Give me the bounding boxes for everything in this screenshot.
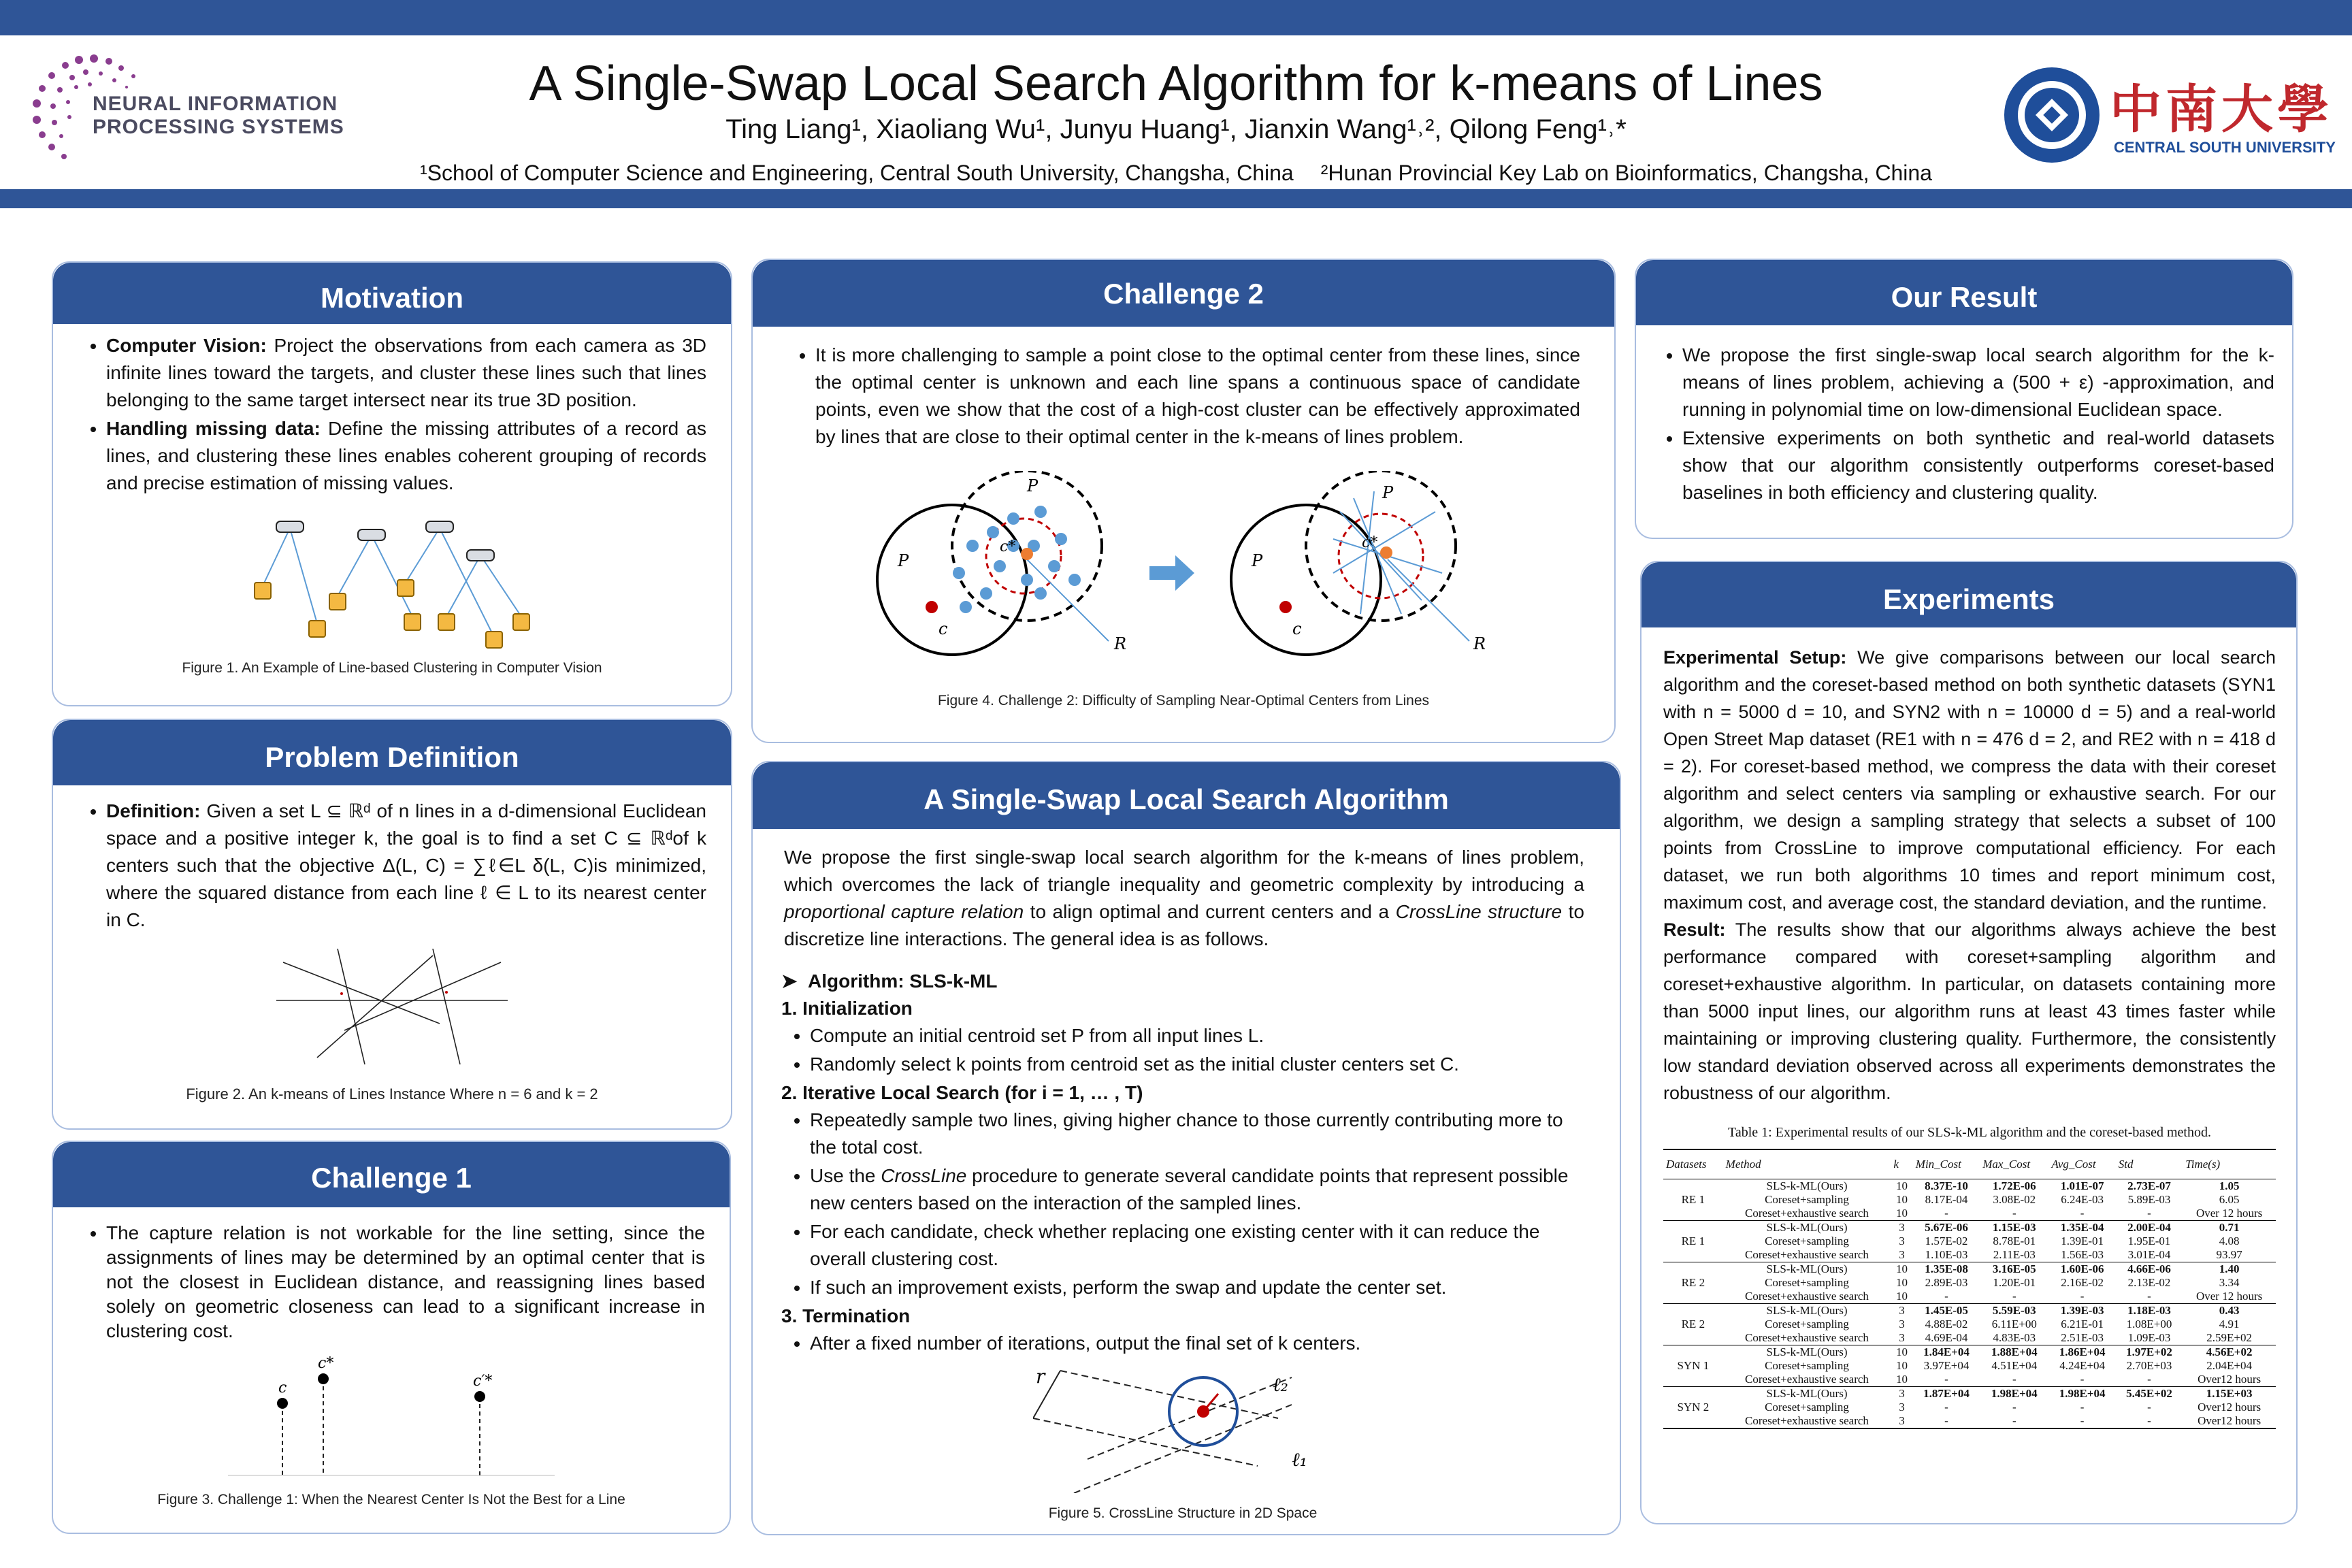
table-cell: 1.98E+04: [2048, 1387, 2115, 1401]
table-cell: 1.20E-01: [1993, 1276, 2036, 1289]
table-cell: Coreset+sampling: [1765, 1235, 1849, 1247]
table-cell: 3.01E-04: [2127, 1248, 2171, 1261]
poster-authors: Ting Liang¹, Xiaoliang Wu¹, Junyu Huang¹, Jianxin Wang¹˒², Qilong Feng¹˒*: [725, 114, 1627, 144]
table-row: [1663, 1262, 2276, 1277]
column-header: Std: [2116, 1149, 2183, 1179]
list-item: • After a fixed number of iterations, output the final set of k centers.: [810, 1330, 1584, 1357]
table-cell: Over12 hours: [2198, 1401, 2261, 1414]
table-cell: 10: [1891, 1345, 1912, 1360]
table-cell: Over 12 hours: [2195, 1207, 2263, 1220]
step-2-list: [781, 1107, 1584, 1301]
table-cell: 1.09E-03: [2127, 1331, 2171, 1344]
table-cell: 1.15E-03: [1980, 1221, 2048, 1235]
table-cell: 1.57E-02: [1925, 1235, 1968, 1247]
algorithm-name: ➤ Algorithm: SLS-k-ML: [781, 970, 998, 992]
table-cell: 1.86E+04: [2048, 1345, 2115, 1360]
step-1-list: [781, 1022, 1584, 1078]
table-row: [1663, 1345, 2276, 1360]
figure-4-caption: Figure 4. Challenge 2: Difficulty of Sampling Near-Optimal Centers from Lines: [937, 693, 1430, 708]
table-cell: -: [2012, 1290, 2016, 1303]
column-header: Datasets: [1663, 1149, 1723, 1179]
table-cell: Coreset+sampling: [1765, 1193, 1849, 1206]
table-cell: 2.13E-02: [2127, 1276, 2171, 1289]
table-cell: 3: [1891, 1387, 1912, 1401]
table-cell: 1.05: [2183, 1179, 2276, 1194]
bullet-heading: Definition:: [106, 800, 201, 821]
label-c-star: c*: [318, 1355, 334, 1372]
experiments-panel: [1640, 561, 2298, 1524]
table-cell: Coreset+sampling: [1765, 1276, 1849, 1289]
table-row: [1663, 1276, 2276, 1290]
problem-list: [78, 798, 706, 934]
label-c-prime-star: c′*: [473, 1373, 493, 1390]
intro-emphasis: CrossLine structure: [1395, 901, 1563, 922]
figure-3-caption: Figure 3. Challenge 1: When the Nearest Center Is Not the Best for a Line: [157, 1492, 625, 1507]
step-3-heading: 3. Termination: [781, 1305, 911, 1326]
table-cell: 2.00E-04: [2116, 1221, 2183, 1235]
table-cell: SLS-k-ML(Ours): [1723, 1179, 1891, 1194]
table-cell: 1.39E-03: [2048, 1304, 2115, 1318]
table-cell: 8.17E-04: [1925, 1193, 1968, 1206]
column-header: Min_Cost: [1913, 1149, 1980, 1179]
dataset-cell: [1663, 1262, 1723, 1277]
algorithm-name-text: Algorithm: SLS-k-ML: [808, 970, 998, 992]
table-cell: 1.56E-03: [2061, 1248, 2104, 1261]
table-cell: -: [2147, 1290, 2151, 1303]
label-c-right: c: [1292, 619, 1302, 638]
dataset-cell: [1663, 1221, 1723, 1235]
table-cell: -: [2080, 1290, 2085, 1303]
table-cell: 8.37E-10: [1913, 1179, 1980, 1194]
list-item: [106, 798, 706, 934]
step-emphasis: CrossLine: [881, 1165, 967, 1186]
motivation-title: Motivation: [53, 263, 731, 324]
intro-text: to align optimal and current centers and a: [1024, 901, 1396, 922]
table-cell: -: [2080, 1207, 2085, 1220]
top-band: [0, 0, 2352, 35]
drone-figure: [235, 514, 549, 651]
table-cell: 2.70E+03: [2126, 1359, 2172, 1372]
table-row: [1663, 1359, 2276, 1373]
table-cell: SLS-k-ML(Ours): [1723, 1262, 1891, 1277]
table-cell: SLS-k-ML(Ours): [1723, 1387, 1891, 1401]
algorithm-body: [753, 829, 1620, 1527]
table-cell: 1.35E-08: [1913, 1262, 1980, 1277]
table-cell: 5.59E-03: [1980, 1304, 2048, 1318]
table-cell: 1.97E+02: [2116, 1345, 2183, 1360]
poster-title: A Single-Swap Local Search Algorithm for k-means of Lines: [529, 56, 1823, 111]
table-row: [1663, 1304, 2276, 1318]
table-cell: 10: [1896, 1290, 1908, 1303]
dataset-cell: [1663, 1304, 1723, 1318]
experiments-title: Experiments: [1642, 562, 2296, 627]
table-cell: 1.84E+04: [1913, 1345, 1980, 1360]
table-row: [1663, 1179, 2276, 1194]
table-header-row: [1663, 1149, 2276, 1179]
table-row: [1663, 1221, 2276, 1235]
bullet-text: Define the missing attributes of a record as lines, and clustering these lines enables coherent grouping of records and precise estimation of missing values.: [106, 418, 706, 493]
table-cell: 3: [1899, 1248, 1905, 1261]
challenge-1-body: [53, 1207, 730, 1529]
table-cell: 4.56E+02: [2183, 1345, 2276, 1360]
list-item: • We propose the first single-swap local search algorithm for the k-means of lines problem, achieving a (500 + ε) -approximation, and running in polynomial time on low-dimensional Euclidean space.: [1682, 342, 2274, 423]
label-r: r: [1036, 1365, 1045, 1388]
table-cell: Coreset+sampling: [1765, 1401, 1849, 1414]
intro-text: We propose the first single-swap local search algorithm for the k-means of lines problem, which overcomes the lack of triangle inequality and geometric complexity by introducing a: [784, 847, 1584, 895]
table-1-caption: Table 1: Experimental results of our SLS-k-ML algorithm and the coreset-based method.: [1728, 1125, 2211, 1140]
figure-5-caption: Figure 5. CrossLine Structure in 2D Space: [1048, 1505, 1318, 1521]
table-cell: Coreset+exhaustive search: [1745, 1207, 1869, 1220]
table-row: [1663, 1290, 2276, 1304]
our-result-list: [1654, 342, 2274, 506]
label-c: c: [278, 1379, 287, 1396]
table-cell: 1.08E+00: [2126, 1318, 2172, 1330]
problem-definition-title: Problem Definition: [53, 720, 731, 785]
table-cell: 3: [1891, 1414, 1912, 1428]
column-header: Avg_Cost: [2048, 1149, 2115, 1179]
list-item: • If such an improvement exists, perform the swap and update the center set.: [810, 1274, 1584, 1301]
lines-instance-figure: [276, 949, 508, 1071]
table-cell: 3: [1899, 1331, 1905, 1344]
column-header: Method: [1723, 1149, 1891, 1179]
table-cell: 8.78E-01: [1993, 1235, 2036, 1247]
dataset-cell: RE 2: [1681, 1276, 1705, 1289]
table-cell: Coreset+sampling: [1765, 1318, 1849, 1330]
table-cell: 4.66E-06: [2116, 1262, 2183, 1277]
dataset-cell: SYN 1: [1677, 1359, 1710, 1372]
algorithm-panel: [751, 761, 1621, 1535]
step-2-heading: 2. Iterative Local Search (for i = 1, … , T): [781, 1082, 1143, 1103]
bullet-heading: Computer Vision:: [106, 335, 267, 356]
table-cell: 5.45E+02: [2116, 1387, 2183, 1401]
dataset-cell: RE 1: [1681, 1193, 1705, 1206]
header-band: [0, 189, 2352, 208]
table-cell: 2.89E-03: [1925, 1276, 1968, 1289]
list-item: • It is more challenging to sample a point close to the optimal center from these lines, since the optimal center is unknown and each line spans a continuous space of candidate points, even we show that the cost of a high-cost cluster can be effectively approximated by lines that are close to their optimal center in the k-means of lines problem.: [815, 342, 1580, 451]
label-c-left: c: [938, 619, 948, 638]
list-item: • For each candidate, check whether replacing one existing center with it can reduce the overall clustering cost.: [810, 1218, 1584, 1273]
label-pistar-left: P: [1027, 476, 1039, 495]
label-pistar-right: P: [1382, 483, 1394, 502]
nearest-center-figure: [228, 1349, 555, 1478]
table-cell: 1.18E-03: [2116, 1304, 2183, 1318]
table-cell: 10: [1896, 1276, 1908, 1289]
table-cell: 1.39E-01: [2061, 1235, 2104, 1247]
our-result-title: Our Result: [1636, 260, 2292, 325]
table-cell: 1.15E+03: [2183, 1387, 2276, 1401]
setup-text: We give comparisons between our local search algorithm and the coreset-based method on both synthetic datasets (SYN1 with n = 5000 d = 10, and SYN2 with n = 10000 d = 5) and a real-world Open Street Map dataset (RE1 with n = 476 d = 2, and RE2 with n = 418 d = 2). For coreset-based method, we compress the data with their coreset algorithm and select centers via sampling or exhaustive search. For our algorithm, we design a sampling strategy that selects a subset of 100 points from CrossLine to improve computational efficiency. For each dataset, we run both algorithms 10 times and report minimum cost, maximum cost, and average cost, the standard deviation, and the runtime.: [1663, 647, 2276, 913]
table-cell: -: [2080, 1373, 2085, 1386]
dataset-cell: RE 2: [1681, 1318, 1705, 1330]
table-cell: -: [1913, 1414, 1980, 1428]
table-row: [1663, 1193, 2276, 1207]
experimental-result: [1663, 916, 2276, 1107]
table-cell: -: [2012, 1401, 2016, 1414]
table-cell: 3: [1899, 1318, 1905, 1330]
dataset-cell: RE 1: [1681, 1235, 1705, 1247]
list-item: [106, 332, 706, 414]
table-cell: 1.40: [2183, 1262, 2276, 1277]
table-cell: SLS-k-ML(Ours): [1723, 1221, 1891, 1235]
challenge-1-title: Challenge 1: [53, 1142, 730, 1207]
motivation-panel: [52, 261, 732, 706]
table-cell: 3: [1891, 1304, 1912, 1318]
list-item: • Extensive experiments on both synthetic and real-world datasets show that our algorithm consistently outperforms coreset-based baselines in both efficiency and clustering quality.: [1682, 425, 2274, 506]
list-item: • Repeatedly sample two lines, giving higher chance to those currently contributing more to the total cost.: [810, 1107, 1584, 1161]
neurips-line2: PROCESSING SYSTEMS: [93, 116, 344, 138]
challenge-2-panel: [751, 259, 1616, 743]
challenge-2-title: Challenge 2: [753, 260, 1614, 327]
crossline-figure: [1033, 1364, 1333, 1493]
table-cell: 4.08: [2219, 1235, 2240, 1247]
experimental-setup: [1663, 644, 2276, 916]
table-row: [1663, 1373, 2276, 1387]
csu-english-name: CENTRAL SOUTH UNIVERSITY: [2114, 139, 2336, 156]
neurips-line1: NEURAL INFORMATION: [93, 93, 338, 115]
table-cell: 1.60E-06: [2048, 1262, 2115, 1277]
label-l1: ℓ₁: [1292, 1448, 1307, 1471]
problem-definition-panel: [52, 719, 732, 1130]
label-pi-left: P: [898, 551, 909, 570]
csu-logo: [2001, 68, 2334, 170]
list-item: • The capture relation is not workable for the line setting, since the assignments of lines may be determined by an optimal center that is not the closest in Euclidean distance, and reassigning lines based solely on geometric closeness can lead to a significant increase in clustering cost.: [106, 1221, 705, 1343]
dataset-cell: [1663, 1414, 1723, 1428]
table-cell: 10: [1891, 1262, 1912, 1277]
table-cell: 1.10E-03: [1925, 1248, 1968, 1261]
table-cell: 4.91: [2219, 1318, 2240, 1330]
table-cell: 1.01E-07: [2048, 1179, 2115, 1194]
table-cell: -: [2147, 1401, 2151, 1414]
table-cell: 6.05: [2219, 1193, 2240, 1206]
table-cell: -: [2116, 1414, 2183, 1428]
table-cell: Coreset+exhaustive search: [1745, 1248, 1869, 1261]
table-cell: -: [2012, 1373, 2016, 1386]
column-header: Max_Cost: [1980, 1149, 2048, 1179]
results-table: [1663, 1149, 2276, 1429]
table-row: [1663, 1248, 2276, 1262]
table-cell: 3.16E-05: [1980, 1262, 2048, 1277]
table-row: [1663, 1401, 2276, 1414]
table-cell: 1.45E-05: [1913, 1304, 1980, 1318]
dataset-cell: [1663, 1373, 1723, 1387]
table-cell: 4.51E+04: [1991, 1359, 2038, 1372]
table-cell: 10: [1896, 1193, 1908, 1206]
table-cell: 2.11E-03: [1993, 1248, 2036, 1261]
label-pi-right: P: [1252, 551, 1263, 570]
intro-text: to discretize line interactions. The general idea is as follows.: [784, 901, 1584, 949]
table-cell: SLS-k-ML(Ours): [1723, 1345, 1891, 1360]
table-row: [1663, 1331, 2276, 1345]
motivation-list: [78, 332, 706, 497]
table-cell: Coreset+exhaustive search: [1745, 1373, 1869, 1386]
table-cell: 3: [1899, 1401, 1905, 1414]
table-cell: 6.11E+00: [1991, 1318, 2037, 1330]
table-row: [1663, 1387, 2276, 1401]
table-cell: 3.34: [2219, 1276, 2240, 1289]
table-cell: 1.87E+04: [1913, 1387, 1980, 1401]
table-row: [1663, 1414, 2276, 1428]
table-cell: 2.59E+02: [2206, 1331, 2252, 1344]
algorithm-intro: [781, 844, 1584, 953]
table-cell: SLS-k-ML(Ours): [1723, 1304, 1891, 1318]
table-cell: -: [2012, 1207, 2016, 1220]
challenge-2-list: [787, 342, 1580, 451]
dataset-cell: [1663, 1345, 1723, 1360]
table-cell: 1.98E+04: [1980, 1387, 2048, 1401]
poster-affiliations: [0, 161, 2352, 186]
table-cell: 5.67E-06: [1913, 1221, 1980, 1235]
dataset-cell: [1663, 1207, 1723, 1221]
challenge-1-panel: [52, 1141, 731, 1534]
table-cell: Coreset+sampling: [1765, 1359, 1849, 1372]
table-cell: 4.88E-02: [1925, 1318, 1968, 1330]
table-cell: 1.35E-04: [2048, 1221, 2115, 1235]
table-cell: Over12 hours: [2183, 1414, 2276, 1428]
motivation-body: [53, 324, 731, 698]
label-l2: ℓ₂: [1273, 1373, 1288, 1396]
table-cell: 3.08E-02: [1993, 1193, 2036, 1206]
our-result-panel: [1635, 259, 2293, 539]
table-cell: 6.24E-03: [2061, 1193, 2104, 1206]
label-cstar-right: c*: [1362, 534, 1378, 551]
dataset-cell: [1663, 1387, 1723, 1401]
column-header: Time(s): [2183, 1149, 2276, 1179]
table-cell: 93.97: [2216, 1248, 2242, 1261]
table-cell: 6.21E-01: [2061, 1318, 2104, 1330]
table-cell: 10: [1891, 1179, 1912, 1194]
intro-emphasis: proportional capture relation: [784, 901, 1024, 922]
figure-2-caption: Figure 2. An k-means of Lines Instance Where n = 6 and k = 2: [186, 1085, 598, 1102]
table-cell: -: [2080, 1401, 2085, 1414]
table-cell: -: [2048, 1414, 2115, 1428]
table-cell: Over 12 hours: [2195, 1290, 2263, 1303]
bullet-heading: Handling missing data:: [106, 418, 321, 439]
setup-heading: Experimental Setup:: [1663, 647, 1847, 668]
challenge-2-figure: [857, 471, 1510, 675]
table-cell: 4.69E-04: [1925, 1331, 1968, 1344]
table-cell: 2.04E+04: [2206, 1359, 2252, 1372]
list-item: [106, 415, 706, 497]
table-cell: 3.97E+04: [1923, 1359, 1970, 1372]
label-cstar-left: c*: [1000, 538, 1016, 555]
table-cell: 2.16E-02: [2061, 1276, 2104, 1289]
table-cell: 0.43: [2183, 1304, 2276, 1318]
step-text: Use the: [810, 1165, 881, 1186]
step-1-heading: 1. Initialization: [781, 998, 913, 1019]
problem-definition-body: [53, 785, 731, 1124]
table-cell: 3: [1899, 1235, 1905, 1247]
table-cell: -: [1944, 1207, 1948, 1220]
table-cell: 1.72E-06: [1980, 1179, 2048, 1194]
table-cell: 10: [1896, 1373, 1908, 1386]
table-cell: 0.71: [2183, 1221, 2276, 1235]
table-cell: 1.88E+04: [1980, 1345, 2048, 1360]
table-cell: -: [1944, 1373, 1948, 1386]
dataset-cell: [1663, 1290, 1723, 1304]
table-cell: -: [1944, 1401, 1948, 1414]
list-item: • Randomly select k points from centroid set as the initial cluster centers set C.: [810, 1051, 1584, 1078]
table-row: [1663, 1318, 2276, 1331]
table-cell: 2.73E-07: [2116, 1179, 2183, 1194]
our-result-body: [1636, 325, 2292, 506]
csu-seal-icon: [2001, 64, 2103, 166]
table-cell: -: [1944, 1290, 1948, 1303]
bullet-text: Project the observations from each camera as 3D infinite lines toward the targets, and cluster these lines such that lines belonging to the same target intersect near its true 3D position.: [106, 335, 706, 410]
result-heading: Result:: [1663, 919, 1726, 940]
column-header: k: [1891, 1149, 1912, 1179]
algorithm-steps: [781, 968, 1584, 1357]
table-cell: -: [1980, 1414, 2048, 1428]
table-cell: Coreset+exhaustive search: [1723, 1414, 1891, 1428]
arrow-right-icon: [1149, 555, 1194, 591]
algorithm-title: A Single-Swap Local Search Algorithm: [753, 762, 1620, 829]
table-cell: Over12 hours: [2198, 1373, 2261, 1386]
table-cell: 10: [1896, 1359, 1908, 1372]
affiliation-2: ²Hunan Provincial Key Lab on Bioinformatics, Changsha, China: [1320, 161, 1932, 185]
label-R-left: R: [1114, 634, 1127, 653]
table-cell: 1.95E-01: [2127, 1235, 2171, 1247]
experiments-body: [1642, 627, 2296, 1429]
table-row: [1663, 1235, 2276, 1248]
bullet-text: Given a set L ⊆ ℝᵈ of n lines in a d-dimensional Euclidean space and a positive integer k, the goal is to find a set C ⊆ ℝᵈof k centers such that the objective Δ(L, C) = ∑ℓ∈L δ(L, C)is minimized, where the squared distance from each line ℓ ∈ L to its nearest center in C.: [106, 800, 706, 930]
csu-chinese-name: 中南大學: [2110, 79, 2333, 140]
step-3-list: [781, 1330, 1584, 1357]
table-cell: 5.89E-03: [2127, 1193, 2171, 1206]
dataset-cell: SYN 2: [1677, 1401, 1710, 1414]
figure-1-caption: Figure 1. An Example of Line-based Clustering in Computer Vision: [182, 660, 602, 676]
table-cell: Coreset+exhaustive search: [1745, 1290, 1869, 1303]
result-text: The results show that our algorithms always achieve the best performance compared with coreset+sampling algorithm and coreset+exhaustive algorithm. In particular, on datasets containing more than 5000 input lines, our algorithm runs at least 43 times faster while maintaining or improving clustering quality. Furthermore, the consistently low standard deviation observed across all experiments demonstrates the robustness of our algorithm.: [1663, 919, 2276, 1103]
table-cell: -: [2147, 1373, 2151, 1386]
table-cell: 2.51E-03: [2061, 1331, 2104, 1344]
table-body: [1663, 1179, 2276, 1429]
table-cell: 10: [1896, 1207, 1908, 1220]
table-cell: 3: [1891, 1221, 1912, 1235]
challenge-2-body: [753, 327, 1614, 715]
table-cell: 4.83E-03: [1993, 1331, 2036, 1344]
step-text: procedure to generate several candidate points that represent possible new centers based on the interaction of the sampled lines.: [810, 1165, 1569, 1213]
table-cell: Coreset+exhaustive search: [1745, 1331, 1869, 1344]
dataset-cell: [1663, 1248, 1723, 1262]
dataset-cell: [1663, 1179, 1723, 1194]
table-cell: 4.24E+04: [2059, 1359, 2105, 1372]
dataset-cell: [1663, 1331, 1723, 1345]
table-row: [1663, 1207, 2276, 1221]
list-item: • Compute an initial centroid set P from all input lines L.: [810, 1022, 1584, 1049]
label-R-right: R: [1473, 634, 1486, 653]
affiliation-1: ¹School of Computer Science and Engineering, Central South University, Changsha, China: [420, 161, 1294, 185]
list-item: [810, 1162, 1584, 1217]
table-cell: -: [2147, 1207, 2151, 1220]
challenge-1-list: [78, 1221, 705, 1343]
